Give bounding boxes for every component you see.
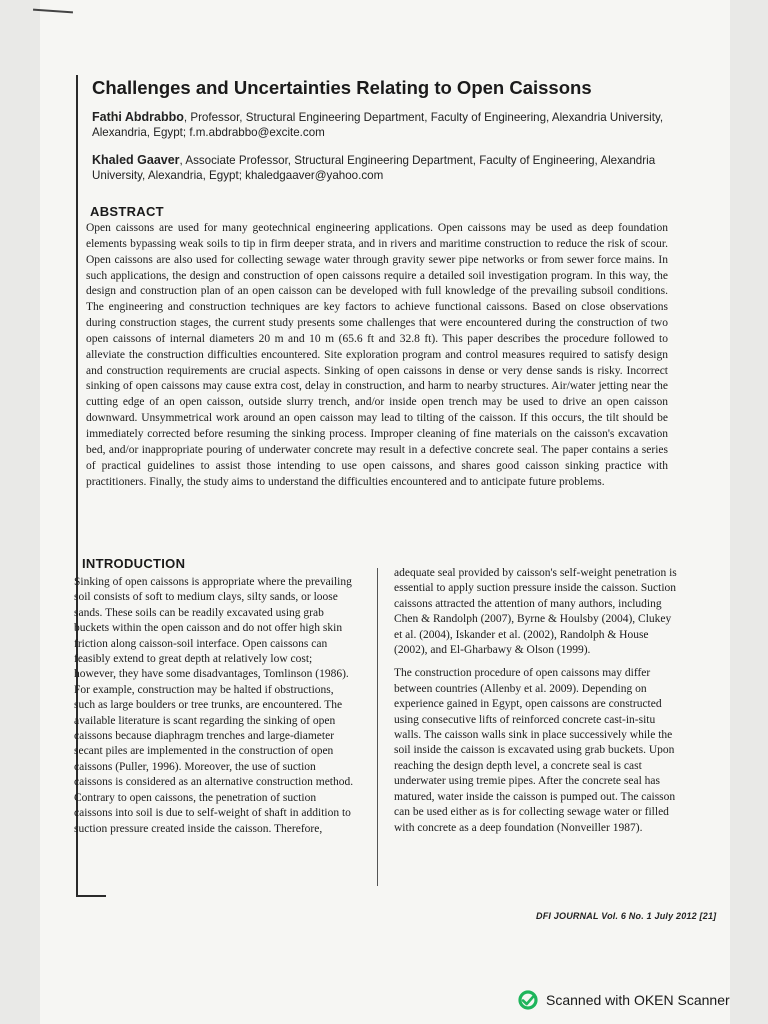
journal-footer: DFI JOURNAL Vol. 6 No. 1 July 2012 [21] [536, 911, 717, 921]
author-1-affiliation: , Professor, Structural Engineering Department, Faculty of Engineering, Alexandria University, Alexandria, Egypt; f.m.abdrabbo@excite.com [92, 111, 664, 139]
intro-column-left [74, 575, 354, 837]
author-2 [92, 153, 692, 183]
intro-column-right [394, 566, 678, 836]
author-1 [92, 110, 692, 140]
intro-paragraph-1: Sinking of open caissons is appropriate where the prevailing soil consists of soft to medium clays, silty sands, or loose sands. These soils can be readily excavated using grab buckets within the open caisson and do not offer high skin friction along caisson-soil interface. Open caissons can feasibly extend to great depth at relatively low cost; however, they have some disadvantages, Tomlinson (1986). For example, construction may be halted if obstructions, such as large boulders or tree trunks, are encountered. The available literature is scant regarding the sinking of open caissons because diaphragm trenches and large-diameter secant piles are implemented in the construction of open caissons (Puller, 1996). Moreover, the use of suction caissons is considered as an alternative construction method. Contrary to open caissons, the penetration of suction caissons into soil is due to self-weight of shaft in addition to suction pressure created inside the caisson. Therefore, [74, 576, 354, 835]
paper-title: Challenges and Uncertainties Relating to Open Caissons [92, 77, 592, 98]
author-2-name: Khaled Gaaver [92, 153, 180, 167]
introduction-heading: INTRODUCTION [82, 556, 186, 571]
scanner-watermark-text: Scanned with OKEN Scanner [546, 992, 730, 1008]
intro-paragraph-2: adequate seal provided by caisson's self-weight penetration is essential to apply suction pressure inside the caisson. Suction caissons attracted the attention of many authors, including Chen & Randolph (2007), Byrne & Houlsby (2004), Clukey et al. (2004), Iskander et al. (2002), Randolph & House (2002), and El-Gharbawy & Olson (1999). [394, 567, 677, 657]
oken-scanner-logo-icon [518, 990, 538, 1010]
scanner-watermark [518, 990, 730, 1010]
frame-rule-bottom [76, 895, 106, 897]
column-divider [377, 568, 378, 886]
author-2-affiliation: , Associate Professor, Structural Engineering Department, Faculty of Engineering, Alexandria University, Alexandria, Egypt; khaledgaaver@yahoo.com [92, 154, 656, 182]
abstract-text: Open caissons are used for many geotechnical engineering applications. Open caissons may be used as deep foundation elements bypassing weak soils to tip in firm deeper strata, and in rivers and maritime construction to reduce the risk of scour. Open caissons are also used for collecting sewage water through gravity sewer pipe networks or from sewer force mains. In such applications, the design and construction of open caissons require a detailed soil investigation program. In this way, the design and construction plan of an open caisson can be developed with full knowledge of the prevailing subsoil conditions. The engineering and construction techniques are key factors to achieve functional caissons. Based on close observations during construction stages, the current study presents some challenges that were encountered during the construction of two open caissons of internal diameters 20 m and 10 m (65.6 ft and 32.8 ft). This paper describes the procedure followed to alleviate the construction difficulties encountered. Site exploration program and control measures required to satisfy design and construction requirements are crucial aspects. Sinking of open caissons in dense or very dense sands is risky. Incorrect sinking of open caissons may cause extra cost, delay in construction, and harm to nearby structures. Air/water jetting near the cutting edge of an open caisson, outside slurry trench, and/or inside open trench may be used to drive an open caisson downward. Unsymmetrical work around an open caisson may lead to tilting of the caisson. If this occurs, the tilt should be immediately corrected before resuming the sinking process. Improper cleaning of fine materials on the caisson's excavation bed, and/or inappropriate pouring of underwater concrete may result in a defective concrete seal. The paper contains a series of practical guidelines to assist those intending to use open caissons, and shares good caisson sinking practice with practitioners. Finally, the study aims to understand the difficulties encountered and to anticipate future problems. [86, 222, 668, 488]
author-1-name: Fathi Abdrabbo [92, 110, 184, 124]
intro-paragraph-3: The construction procedure of open caissons may differ between countries (Allenby et al. 2009). Depending on experience gained in Egypt, open caissons are constructed using consecutive lifts of reinforced concrete cast-in-situ walls. The caisson walls sink in place successively while the soil inside the caisson is excavated using grab buckets. Upon reaching the design depth level, a concrete seal is cast underwater using tremie pipes. After the concrete seal has matured, water inside the caisson is pumped out. The caisson can be used either as is for collecting sewage water or filled with concrete as a deep foundation (Nonveiller 1987). [394, 667, 676, 834]
abstract-heading: ABSTRACT [90, 204, 164, 219]
